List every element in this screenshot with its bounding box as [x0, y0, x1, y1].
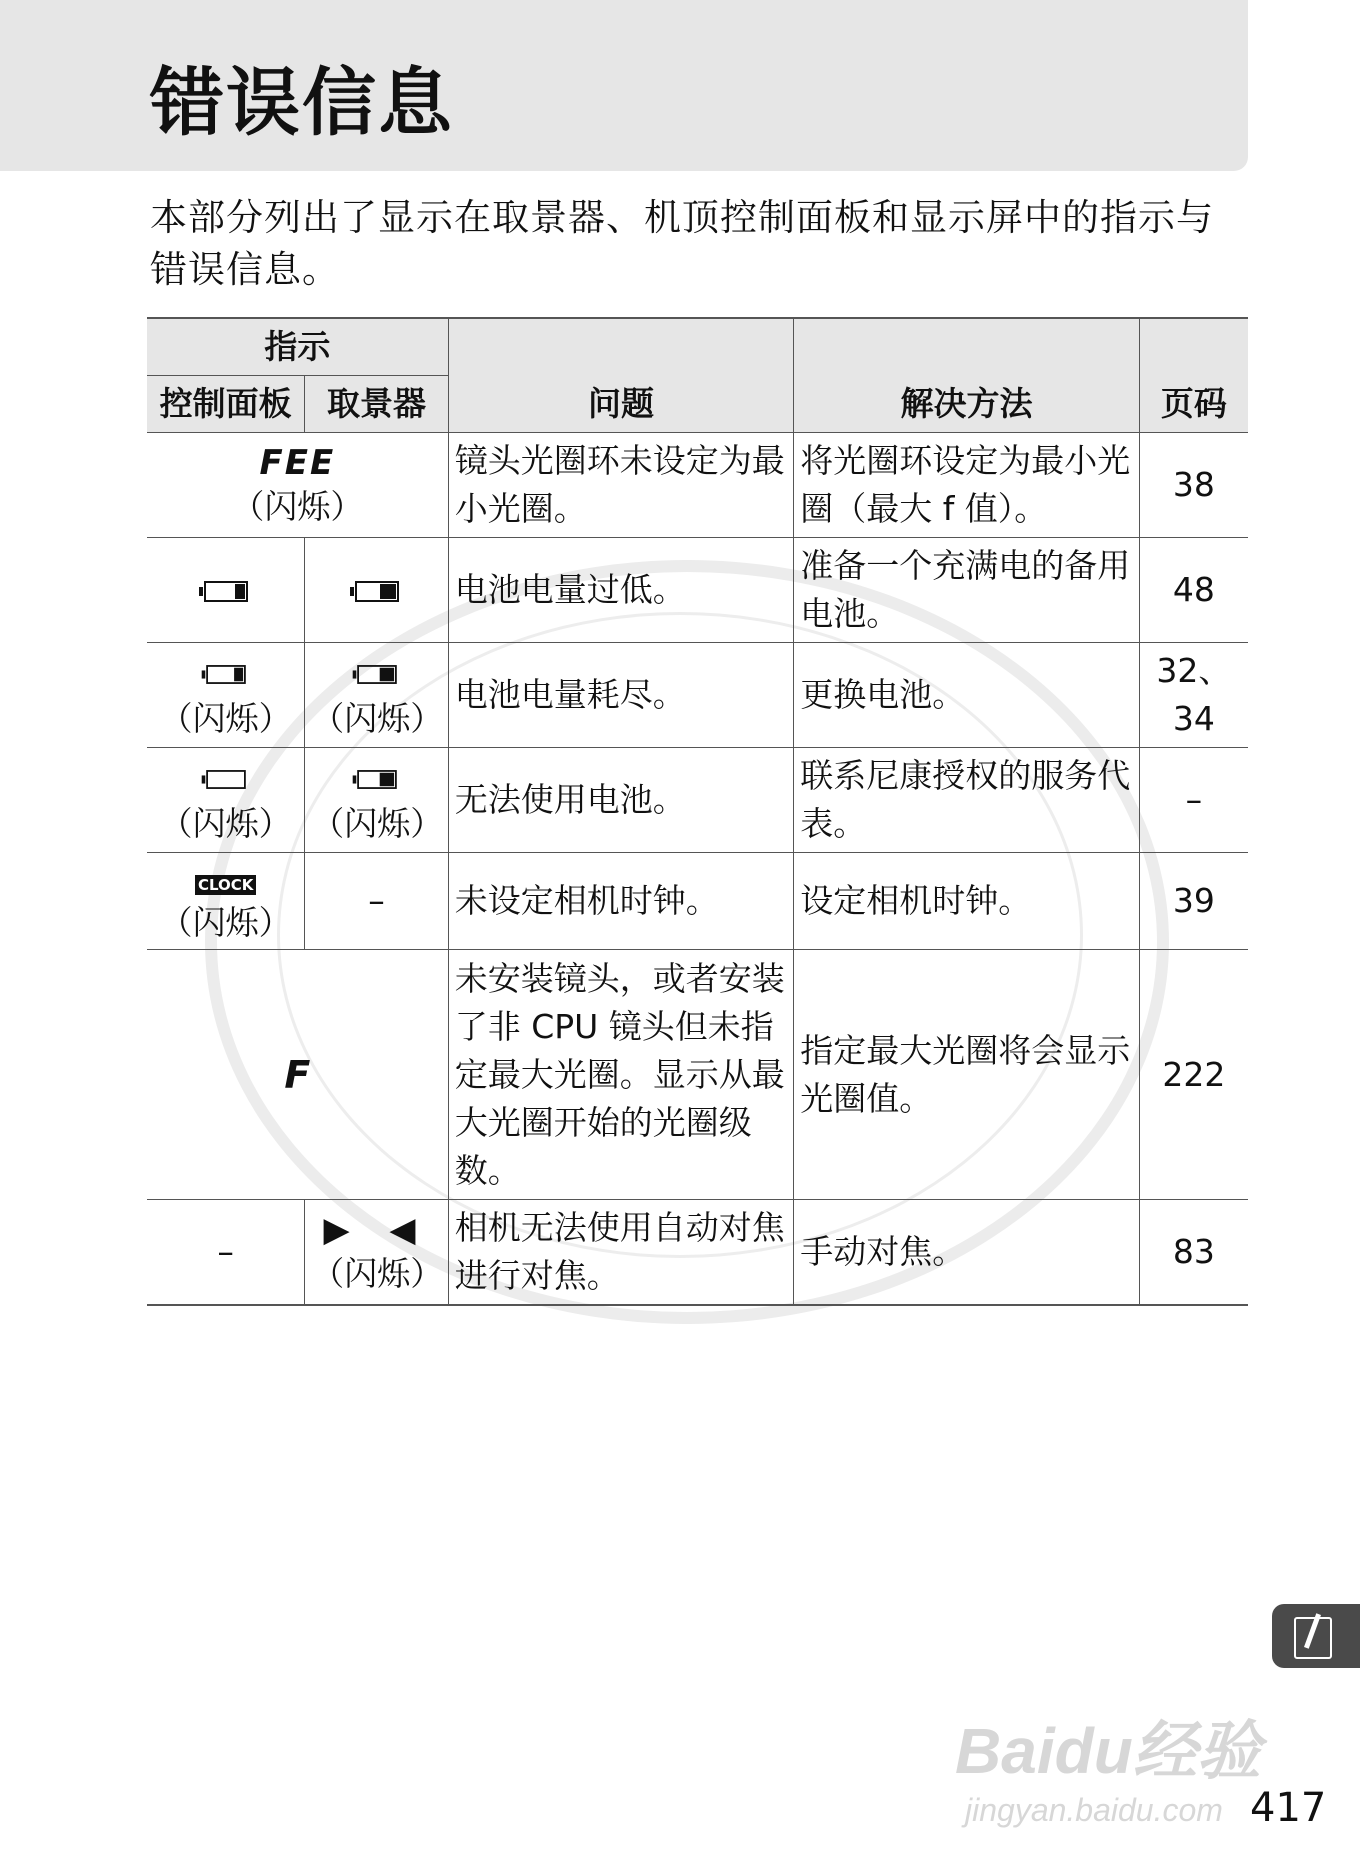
- control-panel-cell: –: [147, 1200, 305, 1306]
- problem-cell: 未安装镜头，或者安装了非 CPU 镜头但未指定最大光圈。显示从最大光圈开始的光圈级数。: [448, 950, 793, 1200]
- table-row: [147, 433, 1248, 538]
- battery-error-icon: [206, 770, 246, 789]
- problem-cell: 未设定相机时钟。: [448, 853, 793, 950]
- solution-cell: 更换电池。: [794, 643, 1139, 748]
- page-title: 错误信息: [150, 60, 454, 146]
- blink-label: （闪烁）: [311, 699, 444, 738]
- indicator-cell: [147, 433, 448, 538]
- f-indicator: F: [284, 1052, 311, 1097]
- page-cell: 39: [1139, 853, 1248, 950]
- header-viewfinder: 取景器: [305, 376, 448, 433]
- solution-cell: 准备一个充满电的备用电池。: [794, 538, 1139, 643]
- table-row: [147, 853, 1248, 950]
- control-panel-cell: [147, 643, 305, 748]
- page-cell: –: [1139, 748, 1248, 853]
- problem-cell: 电池电量过低。: [448, 538, 793, 643]
- problem-cell: 相机无法使用自动对焦进行对焦。: [448, 1200, 793, 1306]
- blink-label: （闪烁）: [159, 699, 292, 738]
- solution-cell: 指定最大光圈将会显示光圈值。: [794, 950, 1139, 1200]
- watermark-url: jingyan.baidu.com: [965, 1792, 1223, 1828]
- clock-indicator: CLOCK: [195, 875, 256, 895]
- blink-label: （闪烁）: [159, 903, 292, 942]
- page-cell: 38: [1139, 433, 1248, 538]
- problem-cell: 镜头光圈环未设定为最小光圈。: [448, 433, 793, 538]
- header-row-top: [147, 318, 1248, 376]
- solution-cell: 联系尼康授权的服务代表。: [794, 748, 1139, 853]
- header-indicator: 指示: [147, 318, 448, 376]
- control-panel-cell: [147, 538, 305, 643]
- viewfinder-cell: [305, 1200, 448, 1306]
- viewfinder-cell: [305, 748, 448, 853]
- fee-indicator: FEE: [259, 443, 336, 483]
- solution-cell: 手动对焦。: [794, 1200, 1139, 1306]
- page-cell: 83: [1139, 1200, 1248, 1306]
- viewfinder-cell: [305, 538, 448, 643]
- page-cell: 222: [1139, 950, 1248, 1200]
- control-panel-cell: [147, 853, 305, 950]
- solution-cell: 将光圈环设定为最小光圈（最大 f 值）。: [794, 433, 1139, 538]
- blink-label: （闪烁）: [159, 804, 292, 843]
- baidu-watermark: [955, 1700, 1285, 1850]
- page-number: 417: [1250, 1785, 1327, 1831]
- header-problem: 问题: [448, 318, 793, 433]
- focus-arrows-indicator: ▶ ◀: [323, 1210, 430, 1250]
- table-row: [147, 950, 1248, 1200]
- battery-empty-icon: [206, 665, 246, 684]
- battery-error-icon: [357, 770, 397, 789]
- header-solution: 解决方法: [794, 318, 1139, 433]
- problem-cell: 无法使用电池。: [448, 748, 793, 853]
- header-control-panel: 控制面板: [147, 376, 305, 433]
- solution-cell: 设定相机时钟。: [794, 853, 1139, 950]
- battery-low-icon: [204, 581, 248, 602]
- blink-label: （闪烁）: [231, 487, 364, 526]
- table-row: [147, 538, 1248, 643]
- viewfinder-cell: –: [305, 853, 448, 950]
- intro-paragraph: 本部分列出了显示在取景器、机顶控制面板和显示屏中的指示与错误信息。: [150, 196, 1214, 291]
- control-panel-cell: [147, 748, 305, 853]
- page-cell: 32、34: [1139, 643, 1248, 748]
- viewfinder-cell: [305, 643, 448, 748]
- battery-empty-icon: [357, 665, 397, 684]
- table-row: [147, 748, 1248, 853]
- indicator-cell: [147, 950, 448, 1200]
- header-page: 页码: [1139, 318, 1248, 433]
- section-tab[interactable]: [1272, 1604, 1360, 1668]
- error-message-table: [147, 317, 1248, 1306]
- blink-label: （闪烁）: [311, 1254, 444, 1293]
- table-row: [147, 643, 1248, 748]
- watermark-brand: Baidu经验: [955, 1715, 1261, 1787]
- title-bar: [0, 0, 1248, 171]
- table-row: [147, 1200, 1248, 1306]
- battery-low-icon: [355, 581, 399, 602]
- blink-label: （闪烁）: [311, 804, 444, 843]
- problem-cell: 电池电量耗尽。: [448, 643, 793, 748]
- page-cell: 48: [1139, 538, 1248, 643]
- pencil-note-icon: [1294, 1617, 1332, 1659]
